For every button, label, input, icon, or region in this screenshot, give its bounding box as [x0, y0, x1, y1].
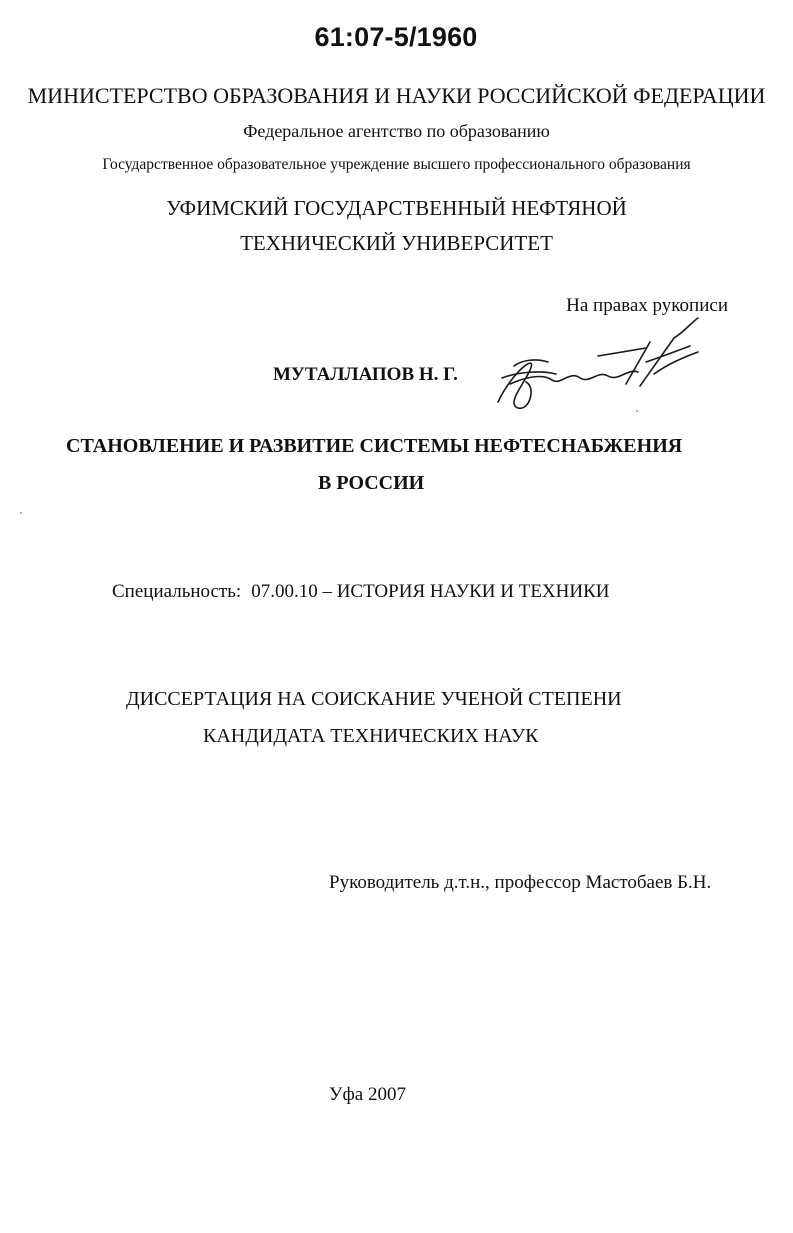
- institution-type: Государственное образовательное учреждение высшего профессионального образования: [102, 156, 691, 173]
- ministry-heading: МИНИСТЕРСТВО ОБРАЗОВАНИЯ И НАУКИ РОССИЙСКОЙ ФЕДЕРАЦИИ: [27, 83, 766, 108]
- degree-line-1: ДИССЕРТАЦИЯ НА СОИСКАНИЕ УЧЕНОЙ СТЕПЕНИ: [126, 688, 622, 710]
- university-name-line-2: ТЕХНИЧЕСКИЙ УНИВЕРСИТЕТ: [240, 231, 553, 255]
- manuscript-note: На правах рукописи: [566, 295, 728, 316]
- archive-code: 61:07-5/1960: [314, 22, 478, 52]
- scan-speck: [636, 410, 638, 412]
- specialty-line: [112, 582, 609, 601]
- city-year: Уфа 2007: [329, 1084, 406, 1105]
- author-name: МУТАЛЛАПОВ Н. Г.: [273, 364, 458, 385]
- supervisor-line: Руководитель д.т.н., профессор Мастобаев Б.Н.: [329, 872, 712, 893]
- dissertation-title-line-1: СТАНОВЛЕНИЕ И РАЗВИТИЕ СИСТЕМЫ НЕФТЕСНАБЖЕНИЯ: [66, 435, 683, 457]
- degree-line-2: КАНДИДАТА ТЕХНИЧЕСКИХ НАУК: [203, 725, 539, 747]
- specialty-value: 07.00.10 – ИСТОРИЯ НАУКИ И ТЕХНИКИ: [251, 581, 610, 602]
- handwritten-signature: [478, 312, 708, 420]
- scan-speck: [20, 512, 22, 514]
- dissertation-title-line-2: В РОССИИ: [318, 472, 425, 494]
- university-name-line-1: УФИМСКИЙ ГОСУДАРСТВЕННЫЙ НЕФТЯНОЙ: [166, 196, 627, 220]
- specialty-label: Специальность:: [112, 581, 242, 602]
- agency-heading: Федеральное агентство по образованию: [243, 121, 550, 141]
